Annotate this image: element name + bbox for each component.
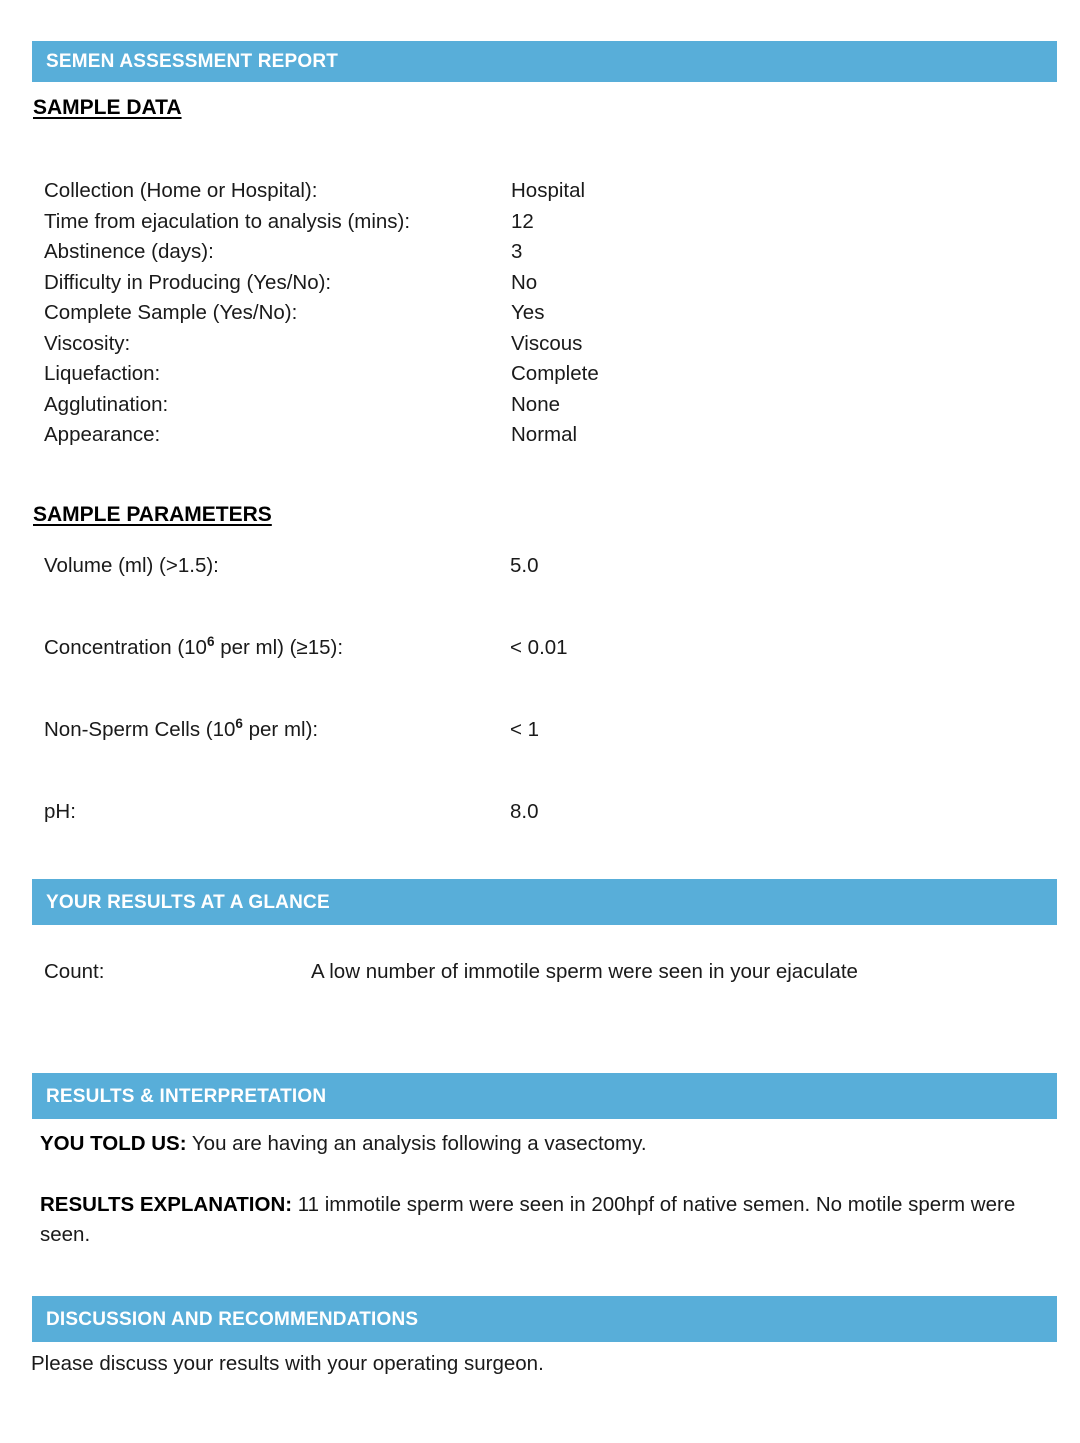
sample-parameter-label-post: per ml) (≥15): [214, 636, 344, 659]
results-explanation-text: 11 immotile sperm were seen in 200hpf of native semen. No motile sperm were seen. [40, 1193, 1016, 1246]
sample-data-label: Abstinence (days): [44, 240, 214, 263]
sample-parameter-row [44, 552, 1034, 634]
sample-data-label: Difficulty in Producing (Yes/No): [44, 270, 332, 294]
banner-discussion-and-recommendations [32, 1296, 1057, 1342]
sample-data-row [44, 268, 1034, 299]
sample-parameter-label-pre: Volume (ml) (>1.5): [44, 554, 219, 577]
sample-data-value: Complete [511, 362, 599, 385]
banner-title-discussion: DISCUSSION AND RECOMMENDATIONS [46, 1308, 419, 1330]
banner-title-interpretation: RESULTS & INTERPRETATION [46, 1085, 327, 1107]
banner-your-results-at-a-glance [32, 879, 1057, 925]
sample-data-row [44, 237, 1034, 268]
sample-data-row [44, 176, 1034, 207]
sample-data-label: Collection (Home or Hospital): [44, 179, 318, 202]
sample-parameter-label-pre: Non-Sperm Cells (10 [44, 718, 236, 741]
sample-parameter-label-exponent: 6 [235, 716, 243, 732]
sample-data-label: Complete Sample (Yes/No): [44, 301, 298, 324]
sample-data-label: Viscosity: [44, 331, 131, 355]
glance-count-label: Count: [44, 960, 105, 983]
banner-results-and-interpretation [32, 1073, 1057, 1119]
discussion-text [31, 1349, 1051, 1379]
sample-data-value: 3 [511, 240, 523, 263]
discussion-paragraph: Please discuss your results with your operating surgeon. [31, 1352, 544, 1375]
you-told-us-label: YOU TOLD US: [40, 1132, 187, 1155]
sample-data-row [44, 207, 1034, 238]
sample-data-row [44, 359, 1034, 390]
sample-parameter-label-pre: Concentration (10 [44, 636, 207, 659]
sample-parameter-value: 8.0 [510, 800, 539, 823]
sample-parameter-label-pre: pH: [44, 800, 76, 823]
sample-parameter-label-exponent: 6 [206, 634, 215, 650]
heading-sample-parameters: SAMPLE PARAMETERS [33, 503, 272, 526]
sample-data-list [44, 176, 1034, 451]
sample-parameter-label-post: per ml): [242, 718, 319, 741]
sample-data-value: 12 [511, 209, 534, 233]
results-explanation-label: RESULTS EXPLANATION: [40, 1193, 293, 1216]
sample-parameter-label [44, 634, 343, 662]
sample-parameter-label [44, 798, 76, 826]
sample-parameter-row [44, 798, 1034, 880]
sample-data-label: Appearance: [44, 423, 161, 446]
sample-data-label: Time from ejaculation to analysis (mins): [44, 209, 411, 233]
banner-title-report: SEMEN ASSESSMENT REPORT [46, 51, 339, 72]
sample-data-value: Normal [511, 423, 578, 446]
sample-parameter-value: < 1 [510, 718, 540, 741]
heading-sample-data: SAMPLE DATA [33, 96, 182, 119]
sample-parameter-value: 5.0 [510, 554, 539, 577]
sample-data-label: Liquefaction: [44, 362, 161, 385]
banner-title-glance: YOUR RESULTS AT A GLANCE [46, 891, 330, 913]
you-told-us-text: You are having an analysis following a vasectomy. [191, 1132, 647, 1155]
sample-data-row [44, 298, 1034, 329]
results-explanation-paragraph [40, 1190, 1062, 1250]
sample-data-row [44, 329, 1034, 360]
sample-parameter-row [44, 634, 1034, 716]
you-told-us-paragraph [40, 1129, 1050, 1159]
sample-parameter-label [44, 716, 318, 744]
sample-parameter-value: < 0.01 [510, 636, 568, 659]
sample-data-value: Viscous [511, 331, 583, 355]
sample-data-value: None [511, 392, 561, 416]
sample-data-label: Agglutination: [44, 392, 169, 416]
sample-data-value: Hospital [511, 179, 586, 202]
sample-parameter-row [44, 716, 1034, 798]
sample-data-row [44, 420, 1034, 451]
banner-semen-assessment-report [32, 41, 1057, 82]
sample-data-value: Yes [511, 301, 545, 324]
sample-parameters-list [44, 552, 1034, 880]
sample-parameter-label [44, 552, 219, 580]
sample-data-value: No [511, 270, 538, 294]
glance-count-value: A low number of immotile sperm were seen in your ejaculate [311, 960, 858, 983]
sample-data-row [44, 390, 1034, 421]
